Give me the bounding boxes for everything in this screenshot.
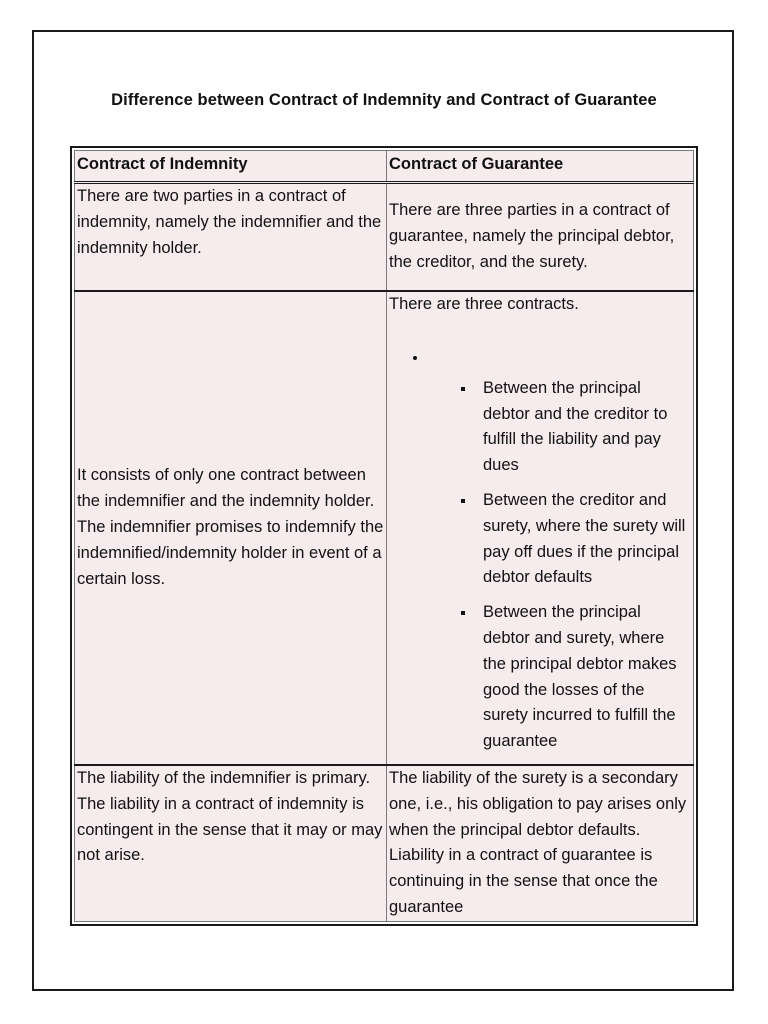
cell-text: There are three contracts. <box>389 295 579 313</box>
cell-text: It consists of only one contract between the indemnifier and the indemnity holder. The indemnifier promises to indemnify the indemnified/indemnity holder in event of a certain loss. <box>77 466 384 588</box>
cell-parties-guarantee <box>387 183 694 292</box>
comparison-table-frame <box>70 146 698 926</box>
table-row <box>75 765 694 921</box>
cell-text: There are two parties in a contract of indemnity, namely the indemnifier and the indemnity holder. <box>77 187 382 257</box>
cell-contracts-guarantee <box>387 291 694 765</box>
empty-bullet <box>413 346 691 370</box>
cell-text: There are three parties in a contract of guarantee, namely the principal debtor, the creditor, and the surety. <box>389 201 675 271</box>
list-item-text: Between the principal debtor and surety, where the principal debtor makes good the losses of the surety incurred to fulfill the guarantee <box>483 603 677 751</box>
document-title: Difference between Contract of Indemnity and Contract of Guarantee <box>111 91 657 109</box>
cell-text: The liability of the indemnifier is primary. The liability in a contract of indemnity is contingent in the sense that it may or may not arise. <box>77 768 383 865</box>
header-indemnity: Contract of Indemnity <box>75 151 387 183</box>
cell-liability-indemnity <box>75 765 387 921</box>
cell-contracts-indemnity <box>75 291 387 765</box>
square-bullet-icon <box>461 499 465 503</box>
table-row <box>75 183 694 292</box>
header-guarantee: Contract of Guarantee <box>387 151 694 183</box>
list-item <box>483 600 691 755</box>
bullet-dot-icon <box>413 356 417 360</box>
contracts-list <box>389 376 691 755</box>
list-item <box>483 376 691 479</box>
cell-liability-guarantee <box>387 765 694 921</box>
list-item <box>483 488 691 591</box>
cell-text: The liability of the surety is a secondary one, i.e., his obligation to pay arises only when the principal debtor defaults. Liability in a contract of guarantee is continuing in the sense that once the guarantee <box>389 768 687 916</box>
square-bullet-icon <box>461 611 465 615</box>
cell-parties-indemnity <box>75 183 387 292</box>
list-item-text: Between the principal debtor and the creditor to fulfill the liability and pay dues <box>483 378 668 475</box>
comparison-table <box>74 150 694 922</box>
table-header-row <box>75 151 694 183</box>
list-item-text: Between the creditor and surety, where the surety will pay off dues if the principal debtor defaults <box>483 490 686 587</box>
square-bullet-icon <box>461 387 465 391</box>
table-row <box>75 291 694 765</box>
